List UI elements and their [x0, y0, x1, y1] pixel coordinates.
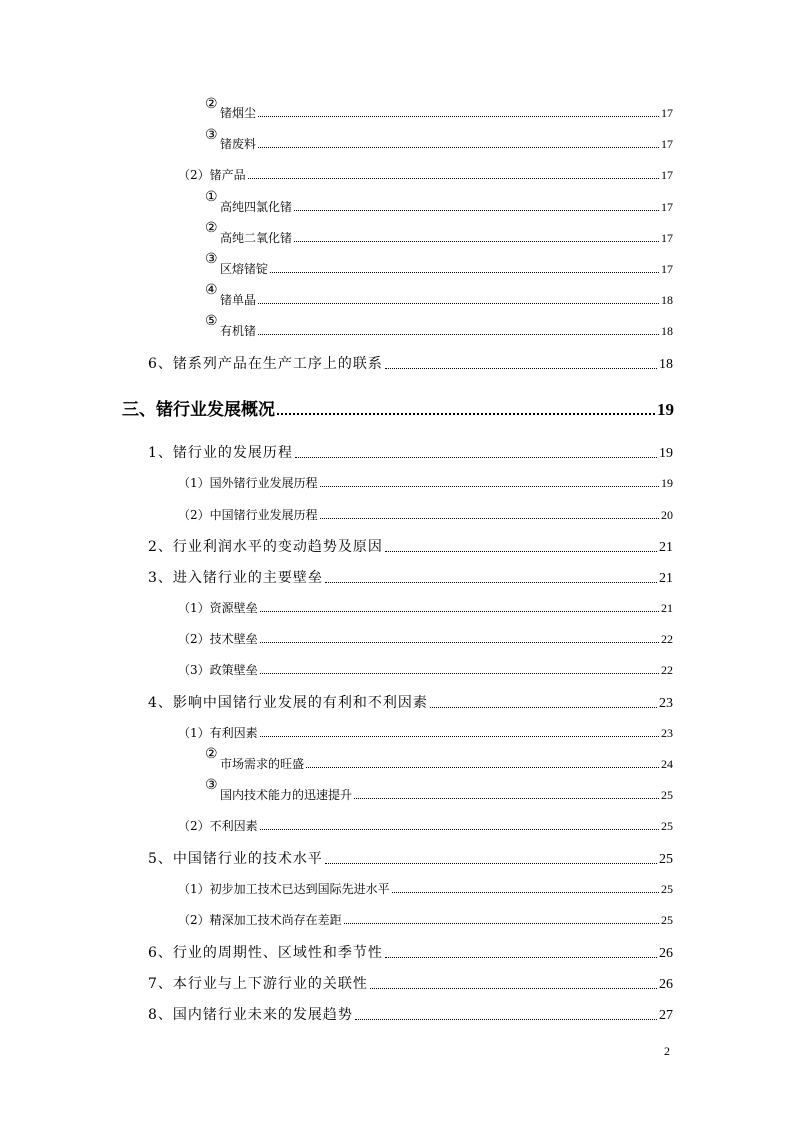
toc-entry-title: 高纯二氧化锗 [220, 231, 293, 245]
leader-dots [295, 456, 657, 458]
leader-dots [320, 517, 659, 519]
toc-entry[interactable] [148, 442, 673, 462]
circled-number: ④ [205, 282, 218, 298]
toc-entry-title: （2）不利因素 [178, 819, 258, 833]
toc-entry-page: 23 [659, 696, 673, 711]
leader-dots [258, 302, 659, 304]
toc-entry-page: 18 [661, 293, 673, 307]
toc-entry[interactable] [178, 474, 673, 491]
circled-number: ③ [205, 251, 218, 267]
toc-entry-page: 22 [661, 663, 673, 677]
toc-entry[interactable] [220, 135, 673, 152]
toc-entry-title: 高纯四氯化锗 [220, 200, 293, 214]
toc-entry[interactable] [178, 166, 673, 183]
toc-entry-title: 锗单晶 [220, 293, 257, 307]
toc-entry-page: 21 [659, 571, 673, 586]
leader-dots [430, 706, 657, 708]
toc-chapter-page: 19 [657, 400, 674, 419]
toc-entry[interactable] [220, 786, 673, 803]
toc-entry-page: 26 [659, 946, 673, 961]
leader-dots [260, 828, 659, 830]
leader-dots [277, 412, 655, 415]
circled-number: ③ [205, 127, 218, 143]
toc-entry[interactable] [148, 536, 673, 556]
toc-entry-title: （2）技术壁垒 [178, 632, 258, 646]
leader-dots [258, 333, 659, 335]
circled-number: ② [205, 220, 218, 236]
toc-entry-title: （2）中国锗行业发展历程 [178, 508, 318, 522]
toc-entry[interactable] [178, 880, 673, 897]
toc-entry-page: 25 [661, 882, 673, 896]
toc-entry-title: （1）资源壁垒 [178, 601, 258, 615]
toc-entry[interactable] [220, 755, 673, 772]
toc-entry-title: 6、行业的周期性、区域性和季节性 [148, 945, 383, 961]
toc-entry[interactable] [220, 291, 673, 308]
toc-entry-page: 27 [659, 1008, 673, 1023]
toc-entry[interactable] [178, 817, 673, 834]
circled-number: ② [205, 746, 218, 762]
leader-dots [260, 735, 659, 737]
toc-entry-title: 3、进入锗行业的主要壁垒 [148, 570, 323, 586]
toc-entry-page: 17 [661, 106, 673, 120]
circled-number: ② [205, 96, 218, 112]
toc-entry-title: （3）政策壁垒 [178, 663, 258, 677]
toc-entry[interactable] [148, 692, 673, 712]
toc-entry[interactable] [178, 599, 673, 616]
toc-entry[interactable] [148, 353, 673, 373]
circled-number: ① [205, 189, 218, 205]
toc-entry-page: 26 [659, 977, 673, 992]
leader-dots [258, 146, 659, 148]
leader-dots [370, 987, 657, 989]
toc-entry-title: 区熔锗锭 [220, 262, 269, 276]
leader-dots [294, 209, 659, 211]
toc-entry-page: 17 [661, 168, 673, 182]
toc-entry-title: 1、锗行业的发展历程 [148, 445, 293, 461]
leader-dots [306, 766, 659, 768]
toc-entry-title: 国内技术能力的迅速提升 [220, 788, 353, 802]
toc-entry-title: 5、中国锗行业的技术水平 [148, 851, 323, 867]
toc-entry-page: 17 [661, 262, 673, 276]
leader-dots [258, 115, 659, 117]
leader-dots [320, 485, 659, 487]
leader-dots [248, 177, 659, 179]
toc-entry-title: 6、锗系列产品在生产工序上的联系 [148, 356, 383, 372]
toc-entry-page: 17 [661, 200, 673, 214]
leader-dots [385, 956, 657, 958]
leader-dots [260, 641, 659, 643]
toc-entry-page: 21 [661, 601, 673, 615]
leader-dots [385, 550, 657, 552]
toc-entry-page: 24 [661, 757, 673, 771]
toc-entry-page: 25 [659, 852, 673, 867]
toc-entry[interactable] [178, 724, 673, 741]
toc-entry-title: （2）锗产品 [178, 168, 246, 182]
leader-dots [344, 922, 659, 924]
toc-entry-page: 25 [661, 913, 673, 927]
toc-entry[interactable] [148, 567, 673, 587]
toc-entry-title: 有机锗 [220, 324, 257, 338]
leader-dots [354, 797, 659, 799]
toc-entry-page: 17 [661, 231, 673, 245]
toc-entry-page: 22 [661, 632, 673, 646]
toc-entry-page: 19 [661, 476, 673, 490]
toc-entry-page: 25 [661, 819, 673, 833]
toc-entry-title: 锗废料 [220, 137, 257, 151]
toc-entry-page: 23 [661, 726, 673, 740]
toc-chapter[interactable] [122, 395, 674, 420]
toc-entry-page: 18 [661, 324, 673, 338]
toc-entry-title: 锗烟尘 [220, 106, 257, 120]
toc-entry-page: 19 [659, 446, 673, 461]
toc-entry[interactable] [220, 322, 673, 339]
toc-entry[interactable] [220, 229, 673, 246]
toc-entry-title: （2）精深加工技术尚存在差距 [178, 913, 342, 927]
leader-dots [325, 862, 657, 864]
leader-dots [325, 581, 657, 583]
toc-entry-title: （1）国外锗行业发展历程 [178, 476, 318, 490]
toc-entry-title: 市场需求的旺盛 [220, 757, 305, 771]
toc-entry-page: 18 [659, 357, 673, 372]
toc-entry-title: 8、国内锗行业未来的发展趋势 [148, 1007, 353, 1023]
toc-entry-page: 25 [661, 788, 673, 802]
toc-entry-title: 4、影响中国锗行业发展的有利和不利因素 [148, 695, 428, 711]
toc-entry[interactable] [220, 104, 673, 121]
toc-entry[interactable] [178, 661, 673, 678]
toc-entry-title: 7、本行业与上下游行业的关联性 [148, 976, 368, 992]
toc-entry[interactable] [148, 1004, 673, 1024]
circled-number: ⑤ [205, 313, 218, 329]
toc-entry-title: （1）有利因素 [178, 726, 258, 740]
toc-entry-page: 21 [659, 540, 673, 555]
toc-entry[interactable] [220, 198, 673, 215]
page-number: 2 [664, 1044, 670, 1058]
toc-entry[interactable] [148, 942, 673, 962]
toc-entry[interactable] [178, 630, 673, 647]
leader-dots [385, 367, 657, 369]
toc-entry-page: 20 [661, 508, 673, 522]
leader-dots [270, 271, 659, 273]
leader-dots [355, 1018, 657, 1020]
toc-entry[interactable] [148, 848, 673, 868]
leader-dots [260, 610, 659, 612]
toc-entry-page: 17 [661, 137, 673, 151]
toc-entry[interactable] [220, 260, 673, 277]
toc-chapter-title: 三、锗行业发展概况 [122, 400, 275, 420]
leader-dots [392, 891, 659, 893]
leader-dots [294, 240, 659, 242]
leader-dots [260, 672, 659, 674]
toc-entry[interactable] [178, 506, 673, 523]
toc-entry-title: （1）初步加工技术已达到国际先进水平 [178, 882, 390, 896]
toc-entry[interactable] [148, 973, 673, 993]
toc-entry-title: 2、行业利润水平的变动趋势及原因 [148, 539, 383, 555]
toc-entry[interactable] [178, 911, 673, 928]
circled-number: ③ [205, 777, 218, 793]
